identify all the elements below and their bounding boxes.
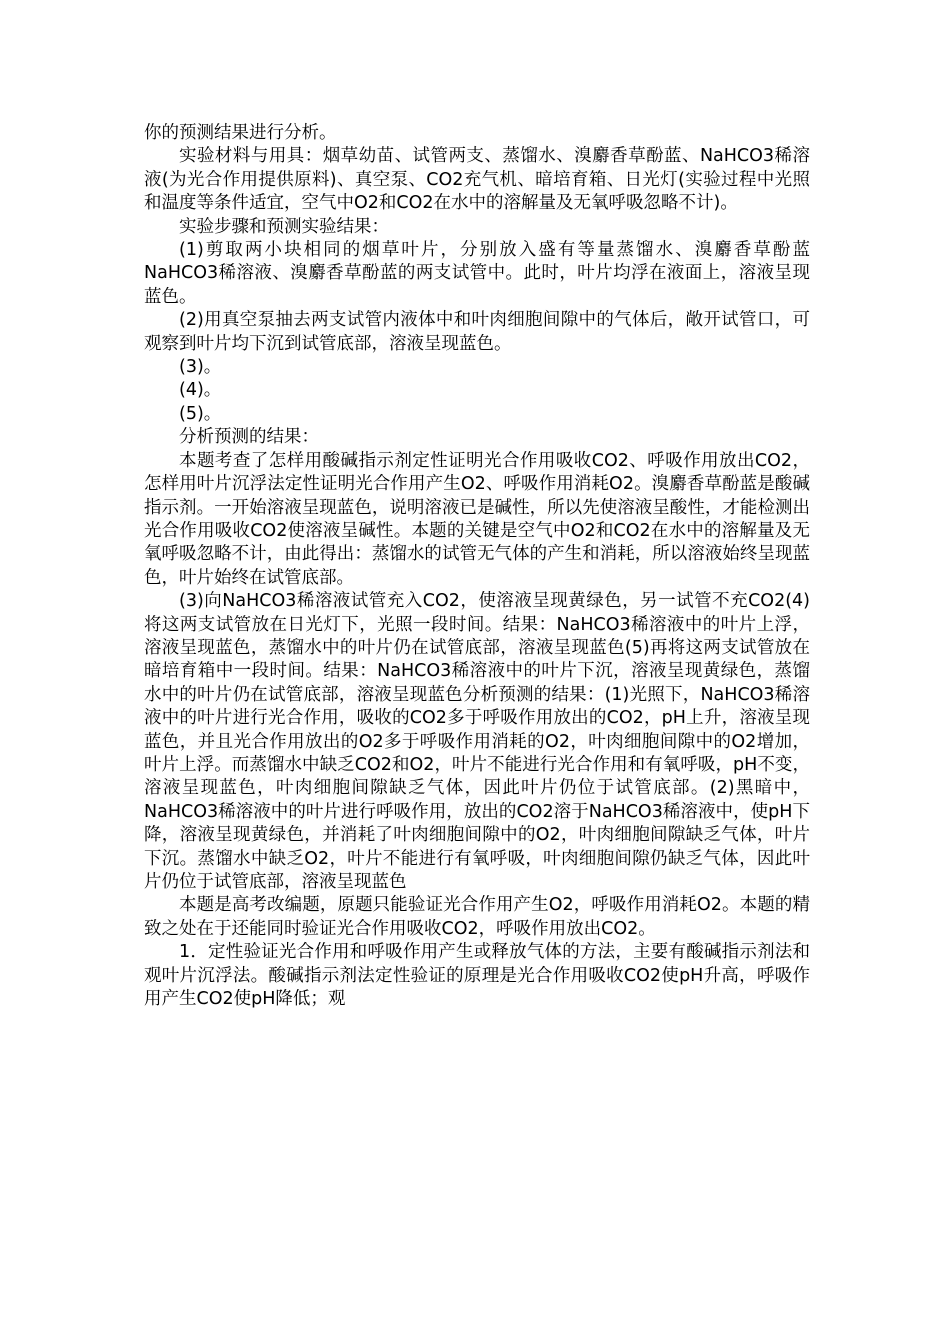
paragraph-answer: (3)向NaHCO3稀溶液试管充入CO2，使溶液呈现黄绿色，另一试管不充CO2(4)将这两支试管放在日光灯下，光照一段时间。结果：NaHCO3稀溶液中的叶片上浮，溶液呈现蓝色，蒸馏水中的叶片仍在试管底部，溶液呈现蓝色(5)再将这两支试管放在暗培育箱中一段时间。结果：NaHCO3稀溶液中的叶片下沉，溶液呈现黄绿色，蒸馏水中的叶片仍在试管底部，溶液呈现蓝色分析预测的结果：(1)光照下，NaHCO3稀溶液中的叶片进行光合作用，吸收的CO2多于呼吸作用放出的CO2，pH上升，溶液呈现蓝色，并且光合作用放出的O2多于呼吸作用消耗的O2，叶肉细胞间隙中的O2增加，叶片上浮。而蒸馏水中缺乏CO2和O2，叶片不能进行光合作用和有氧呼吸，pH不变，溶液呈现蓝色，叶肉细胞间隙缺乏气体，因此叶片仍位于试管底部。(2)黑暗中，NaHCO3稀溶液中的叶片进行呼吸作用，放出的CO2溶于NaHCO3稀溶液中，使pH下降，溶液呈现黄绿色，并消耗了叶肉细胞间隙中的O2，叶肉细胞间隙缺乏气体，叶片下沉。蒸馏水中缺乏O2，叶片不能进行有氧呼吸，叶肉细胞间隙仍缺乏气体，因此叶片仍位于试管底部，溶液呈现蓝色 — [144, 591, 810, 892]
paragraph-analysis-heading: 分析预测的结果： — [179, 427, 319, 448]
paragraph-step-4: (4)。 — [179, 380, 222, 401]
paragraph-steps-heading: 实验步骤和预测实验结果： — [179, 216, 389, 237]
paragraph: 你的预测结果进行分析。 — [144, 123, 337, 143]
paragraph-step-1: (1)剪取两小块相同的烟草叶片，分别放入盛有等量蒸馏水、溴麝香草酚蓝NaHCO3稀溶液、溴麝香草酚蓝的两支试管中。此时，叶片均浮在液面上，溶液呈现蓝色。 — [144, 240, 810, 307]
paragraph-method: 1．定性验证光合作用和呼吸作用产生或释放气体的方法，主要有酸碱指示剂法和观叶片沉浮法。酸碱指示剂法定性验证的原理是光合作用吸收CO2使pH升高，呼吸作用产生CO2使pH降低；观 — [144, 942, 810, 1010]
paragraph-explanation: 本题考查了怎样用酸碱指示剂定性证明光合作用吸收CO2、呼吸作用放出CO2，怎样用叶片沉浮法定性证明光合作用产生O2、呼吸作用消耗O2。溴麝香草酚蓝是酸碱指示剂。一开始溶液呈现蓝色，说明溶液已是碱性，所以先使溶液呈酸性，才能检测出光合作用吸收CO2使溶液呈碱性。本题的关键是空气中O2和CO2在水中的溶解量及无氧呼吸忽略不计，由此得出：蒸馏水的试管无气体的产生和消耗，所以溶液始终呈现蓝色，叶片始终在试管底部。 — [144, 450, 810, 588]
paragraph-note: 本题是高考改编题，原题只能验证光合作用产生O2，呼吸作用消耗O2。本题的精致之处在于还能同时验证光合作用吸收CO2，呼吸作用放出CO2。 — [144, 895, 810, 939]
paragraph-materials: 实验材料与用具：烟草幼苗、试管两支、蒸馏水、溴麝香草酚蓝、NaHCO3稀溶液(为光合作用提供原料)、真空泵、CO2充气机、暗培育箱、日光灯(实验过程中光照和温度等条件适宜，空气中O2和CO2在水中的溶解量及无氧呼吸忽略不计)。 — [144, 146, 810, 214]
paragraph-step-3: (3)。 — [179, 357, 222, 378]
paragraph-step-2: (2)用真空泵抽去两支试管内液体中和叶肉细胞间隙中的气体后，敞开试管口，可观察到叶片均下沉到试管底部，溶液呈现蓝色。 — [144, 310, 810, 354]
document-body — [144, 122, 810, 1011]
paragraph-step-5: (5)。 — [179, 403, 222, 424]
